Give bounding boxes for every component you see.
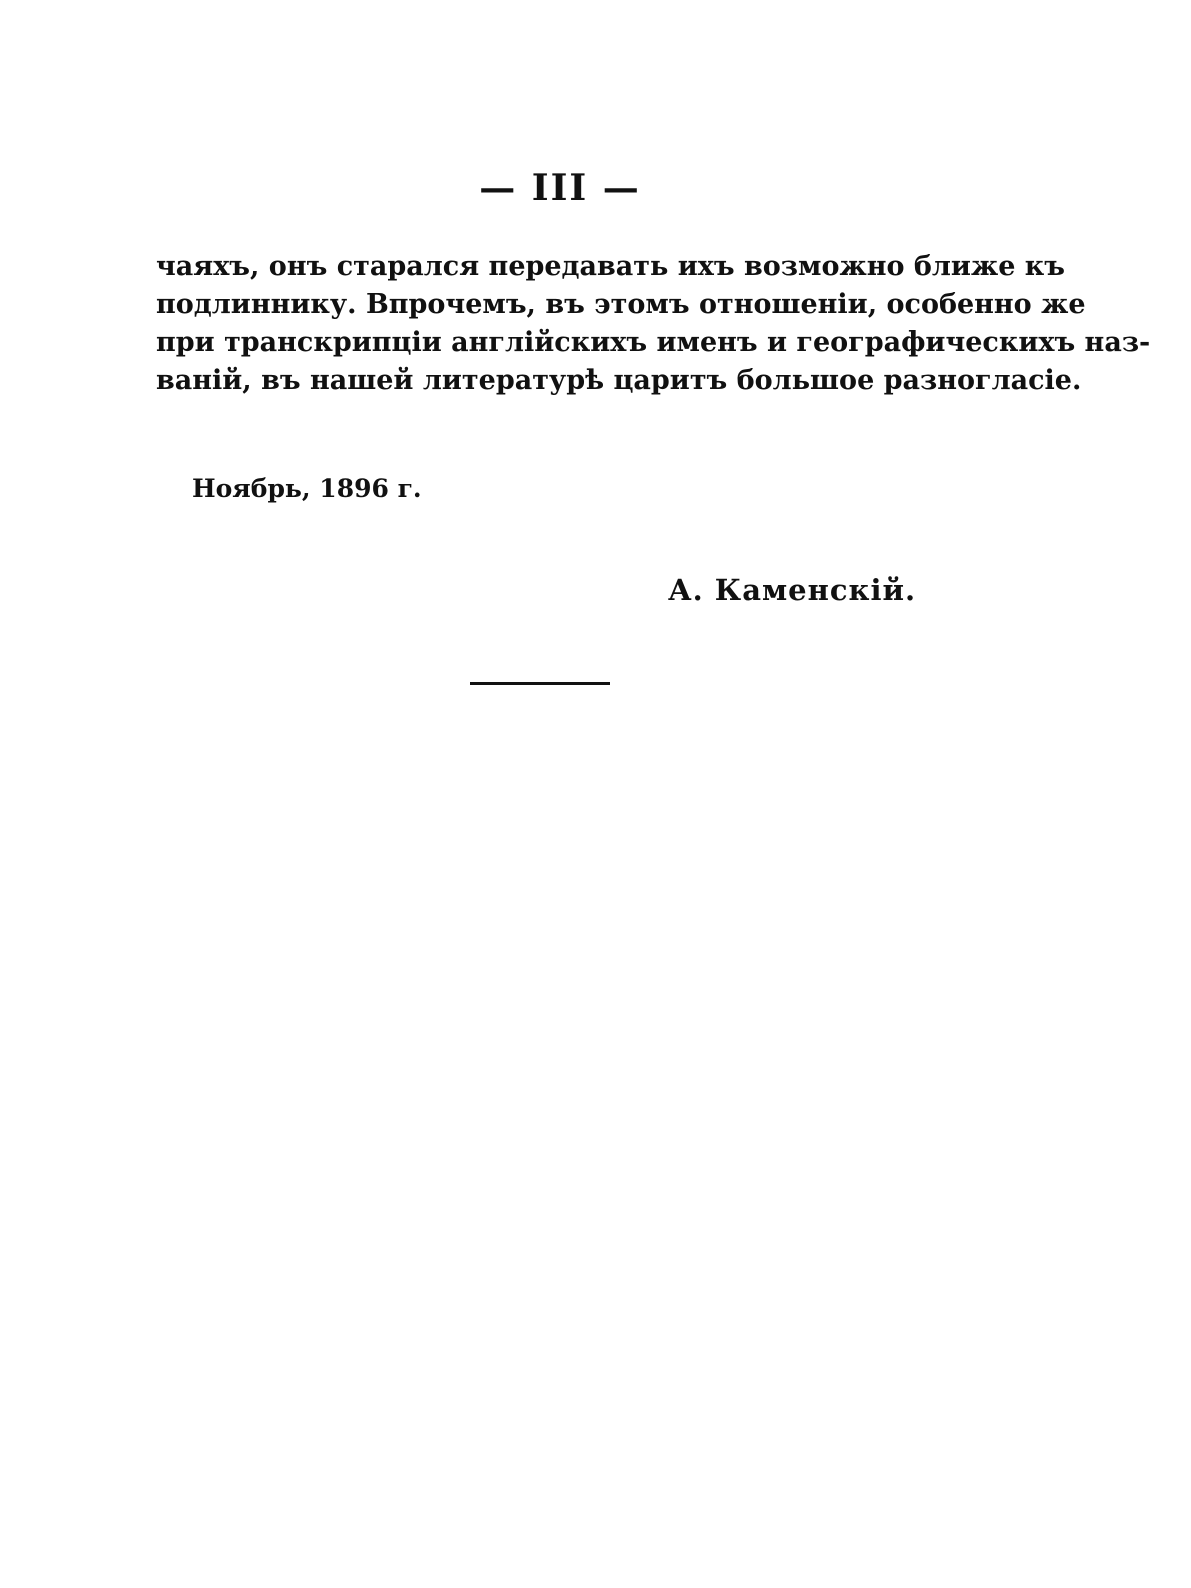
author-signature: А. Каменскій.	[668, 573, 917, 607]
text-line: при транскрипціи англійскихъ именъ и географическихъ наз-	[156, 327, 1151, 358]
date-line: Ноябрь, 1896 г.	[192, 474, 422, 503]
text-line: ваній, въ нашей литературѣ царитъ большое разногласіе.	[156, 365, 1082, 396]
page-number: — III —	[479, 167, 641, 209]
body-paragraph	[156, 248, 1151, 400]
text-line: чаяхъ, онъ старался передавать ихъ возможно ближе къ	[156, 251, 1066, 282]
text-line: подлиннику. Впрочемъ, въ этомъ отношеніи, особенно же	[156, 289, 1086, 320]
closing-divider	[470, 682, 610, 685]
